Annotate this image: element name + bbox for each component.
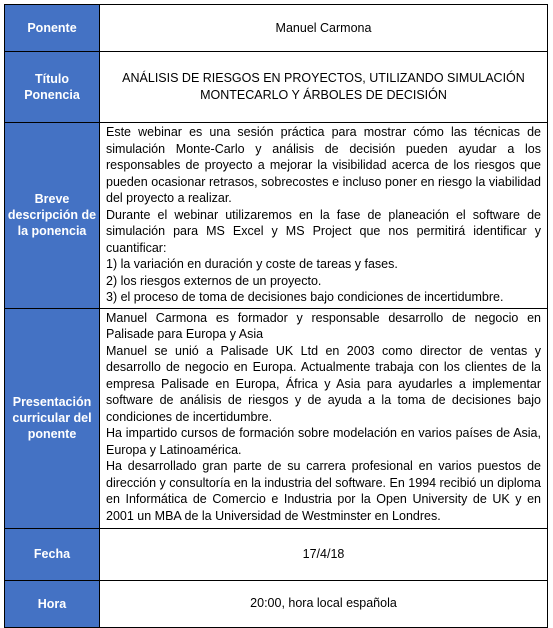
label-titulo: Título Ponencia	[5, 52, 100, 123]
row-ponente	[5, 5, 548, 52]
descripcion-list-item: 1) la variación en duración y coste de tareas y fases.	[106, 257, 398, 271]
curriculum-paragraph: Ha impartido cursos de formación sobre modelación en varios países de Asia, Europa y Latinoamérica.	[106, 426, 541, 457]
row-hora	[5, 580, 548, 627]
value-curriculum	[100, 308, 548, 528]
value-hora: 20:00, hora local española	[100, 580, 548, 627]
descripcion-paragraph: Este webinar es una sesión práctica para mostrar cómo las técnicas de simulación Monte-Carlo y análisis de decisión pueden ayudar a los responsables de proyecto a mejorar la visibilidad acerca de los riesgos que pueden ocasionar retrasos, sobrecostes e incluso poner en riesgo la viabilidad del proyecto a realizar.	[106, 125, 541, 205]
row-fecha	[5, 528, 548, 580]
descripcion-paragraph: Durante el webinar utilizaremos en la fase de planeación el software de simulación para MS Excel y MS Project que nos permitirá identificar y cuantificar:	[106, 207, 541, 255]
value-ponente: Manuel Carmona	[100, 5, 548, 52]
row-curriculum	[5, 308, 548, 528]
curriculum-paragraph: Ha desarrollado gran parte de su carrera profesional en varios puestos de dirección y consultoría en la industria del software. En 1994 recibió un diploma en Informática de Comercio e Industria por la Open University de UK y en 2001 un MBA de la Universidad de Westminster en Londres.	[106, 459, 541, 523]
label-fecha: Fecha	[5, 528, 100, 580]
row-descripcion	[5, 123, 548, 309]
label-ponente: Ponente	[5, 5, 100, 52]
curriculum-paragraph: Manuel se unió a Palisade UK Ltd en 2003 como director de ventas y desarrollo de negocio en Europa. Actualmente trabaja con los clientes de la empresa Palisade en Europa, África y Asia para ayudarles a implementar software de análisis de riesgos y de ayuda a la toma de decisiones bajo condiciones de incertidumbre.	[106, 343, 541, 424]
descripcion-list-item: 2) los riesgos externos de un proyecto.	[106, 273, 322, 288]
label-descripcion: Breve descripción de la ponencia	[5, 123, 100, 309]
speaker-info-table	[4, 4, 548, 628]
row-titulo	[5, 52, 548, 123]
value-titulo: ANÁLISIS DE RIESGOS EN PROYECTOS, UTILIZANDO SIMULACIÓN MONTECARLO Y ÁRBOLES DE DECISIÓN	[100, 52, 548, 123]
descripcion-list-item: 3) el proceso de toma de decisiones bajo condiciones de incertidumbre.	[106, 290, 504, 304]
label-hora: Hora	[5, 580, 100, 627]
curriculum-paragraph: Manuel Carmona es formador y responsable desarrollo de negocio en Palisade para Europa y Asia	[106, 310, 541, 341]
value-descripcion	[100, 123, 548, 309]
value-fecha: 17/4/18	[100, 528, 548, 580]
label-curriculum: Presentación curricular del ponente	[5, 308, 100, 528]
